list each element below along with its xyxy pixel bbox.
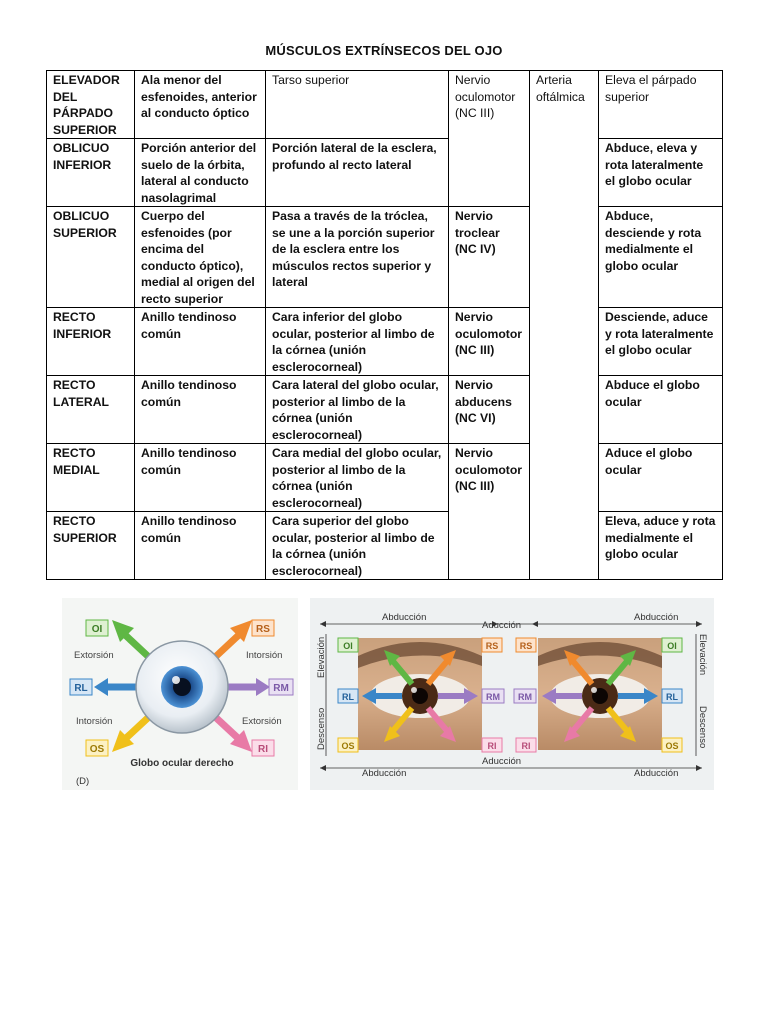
figure-caption: Globo ocular derecho	[130, 758, 234, 769]
muscle-insertion: Cara medial del globo ocular, posterior al limbo de la córnea (unión esclerocorneal)	[266, 444, 449, 512]
muscle-origin: Ala menor del esfenoides, anterior al conducto óptico	[135, 71, 266, 139]
table-row	[47, 444, 723, 512]
table-row	[47, 512, 723, 580]
abduccion-bottom-right: Abducción	[634, 768, 679, 779]
muscle-insertion: Pasa a través de la tróclea, se une a la porción superior de la esclera entre los músculos rectos superior y lateral	[266, 207, 449, 308]
abduccion-top-left: Abducción	[382, 612, 427, 623]
muscle-insertion: Porción lateral de la esclera, profundo al recto lateral	[266, 139, 449, 207]
muscle-origin: Anillo tendinoso común	[135, 376, 266, 444]
extorsion-bottom: Extorsión	[242, 716, 282, 727]
muscle-nerve: Nervio oculomotor (NC III)	[449, 71, 530, 207]
muscle-name: RECTO MEDIAL	[47, 444, 135, 512]
muscle-insertion: Cara superior del globo ocular, posterior al limbo de la córnea (unión esclerocorneal)	[266, 512, 449, 580]
table-row	[47, 207, 723, 308]
muscle-name: RECTO INFERIOR	[47, 308, 135, 376]
aduccion-bottom: Aducción	[482, 756, 522, 767]
page-title: MÚSCULOS EXTRÍNSECOS DEL OJO	[265, 43, 503, 58]
right-panel	[310, 598, 714, 790]
eye1-label-oi: OI	[343, 641, 353, 651]
eye2-label-rl: RL	[666, 692, 678, 702]
muscle-action: Abduce el globo ocular	[599, 376, 723, 444]
extorsion-top: Extorsión	[74, 650, 114, 661]
eye-muscles-figure	[62, 598, 714, 790]
label-rm: RM	[273, 683, 289, 694]
muscle-origin: Cuerpo del esfenoides (por encima del conducto óptico), medial al origen del recto superior	[135, 207, 266, 308]
muscle-insertion: Cara lateral del globo ocular, posterior al limbo de la córnea (unión esclerocorneal)	[266, 376, 449, 444]
muscle-name: OBLICUO INFERIOR	[47, 139, 135, 207]
panel-letter: (D)	[76, 776, 90, 787]
intorsion-bottom: Intorsión	[76, 716, 113, 727]
muscle-name: RECTO LATERAL	[47, 376, 135, 444]
eye-photo-1	[358, 638, 482, 750]
elevacion-right: Elevación	[697, 634, 708, 676]
muscle-name: OBLICUO SUPERIOR	[47, 207, 135, 308]
eye-photo-2	[538, 638, 662, 750]
eye2-label-ri: RI	[521, 741, 531, 751]
muscle-action: Desciende, aduce y rota lateralmente el globo ocular	[599, 308, 723, 376]
muscle-action: Eleva, aduce y rota medialmente el globo ocular	[599, 512, 723, 580]
muscle-insertion: Tarso superior	[266, 71, 449, 139]
eye2-label-oi: OI	[667, 641, 677, 651]
muscle-name: RECTO SUPERIOR	[47, 512, 135, 580]
eye1-label-os: OS	[341, 741, 355, 751]
eye1-label-rs: RS	[485, 641, 499, 651]
abduccion-bottom-left: Abducción	[362, 768, 407, 779]
muscle-action: Eleva el párpado superior	[599, 71, 723, 139]
muscle-origin: Anillo tendinoso común	[135, 512, 266, 580]
muscles-table	[46, 70, 723, 580]
label-rl: RL	[74, 683, 88, 694]
muscle-origin: Anillo tendinoso común	[135, 444, 266, 512]
muscle-nerve: Nervio abducens (NC VI)	[449, 376, 530, 444]
muscle-action: Abduce, desciende y rota medialmente el globo ocular	[599, 207, 723, 308]
label-os: OS	[89, 744, 105, 755]
label-ri: RI	[258, 744, 268, 755]
table-row	[47, 376, 723, 444]
label-rs: RS	[256, 624, 270, 635]
eye1-label-rl: RL	[342, 692, 354, 702]
muscle-nerve: Nervio oculomotor (NC III)	[449, 444, 530, 580]
muscle-origin: Porción anterior del suelo de la órbita, lateral al conducto nasolagrimal	[135, 139, 266, 207]
descenso-right: Descenso	[697, 706, 708, 749]
muscle-artery: Arteria oftálmica	[530, 71, 599, 580]
eye1-label-rm: RM	[486, 692, 500, 702]
eye2-label-os: OS	[665, 741, 679, 751]
muscle-insertion: Cara inferior del globo ocular, posterior al limbo de la córnea (unión esclerocorneal)	[266, 308, 449, 376]
descenso-left: Descenso	[316, 707, 327, 750]
abduccion-top-right: Abducción	[634, 612, 679, 623]
eye-muscles-illustration	[62, 598, 714, 790]
label-oi: OI	[91, 624, 103, 635]
eye2-label-rm: RM	[518, 692, 532, 702]
muscle-origin: Anillo tendinoso común	[135, 308, 266, 376]
aduccion-top: Aducción	[482, 620, 522, 631]
table-row	[47, 71, 723, 139]
table-row	[47, 308, 723, 376]
muscle-nerve: Nervio oculomotor (NC III)	[449, 308, 530, 376]
left-panel	[62, 598, 298, 790]
intorsion-top: Intorsión	[246, 650, 283, 661]
table-row	[47, 139, 723, 207]
eye1-label-ri: RI	[487, 741, 497, 751]
eye2-label-rs: RS	[519, 641, 533, 651]
muscle-nerve: Nervio troclear (NC IV)	[449, 207, 530, 308]
elevacion-left: Elevación	[316, 636, 327, 678]
muscle-name: ELEVADOR DEL PÁRPADO SUPERIOR	[47, 71, 135, 139]
muscle-action: Aduce el globo ocular	[599, 444, 723, 512]
muscle-action: Abduce, eleva y rota lateralmente el globo ocular	[599, 139, 723, 207]
